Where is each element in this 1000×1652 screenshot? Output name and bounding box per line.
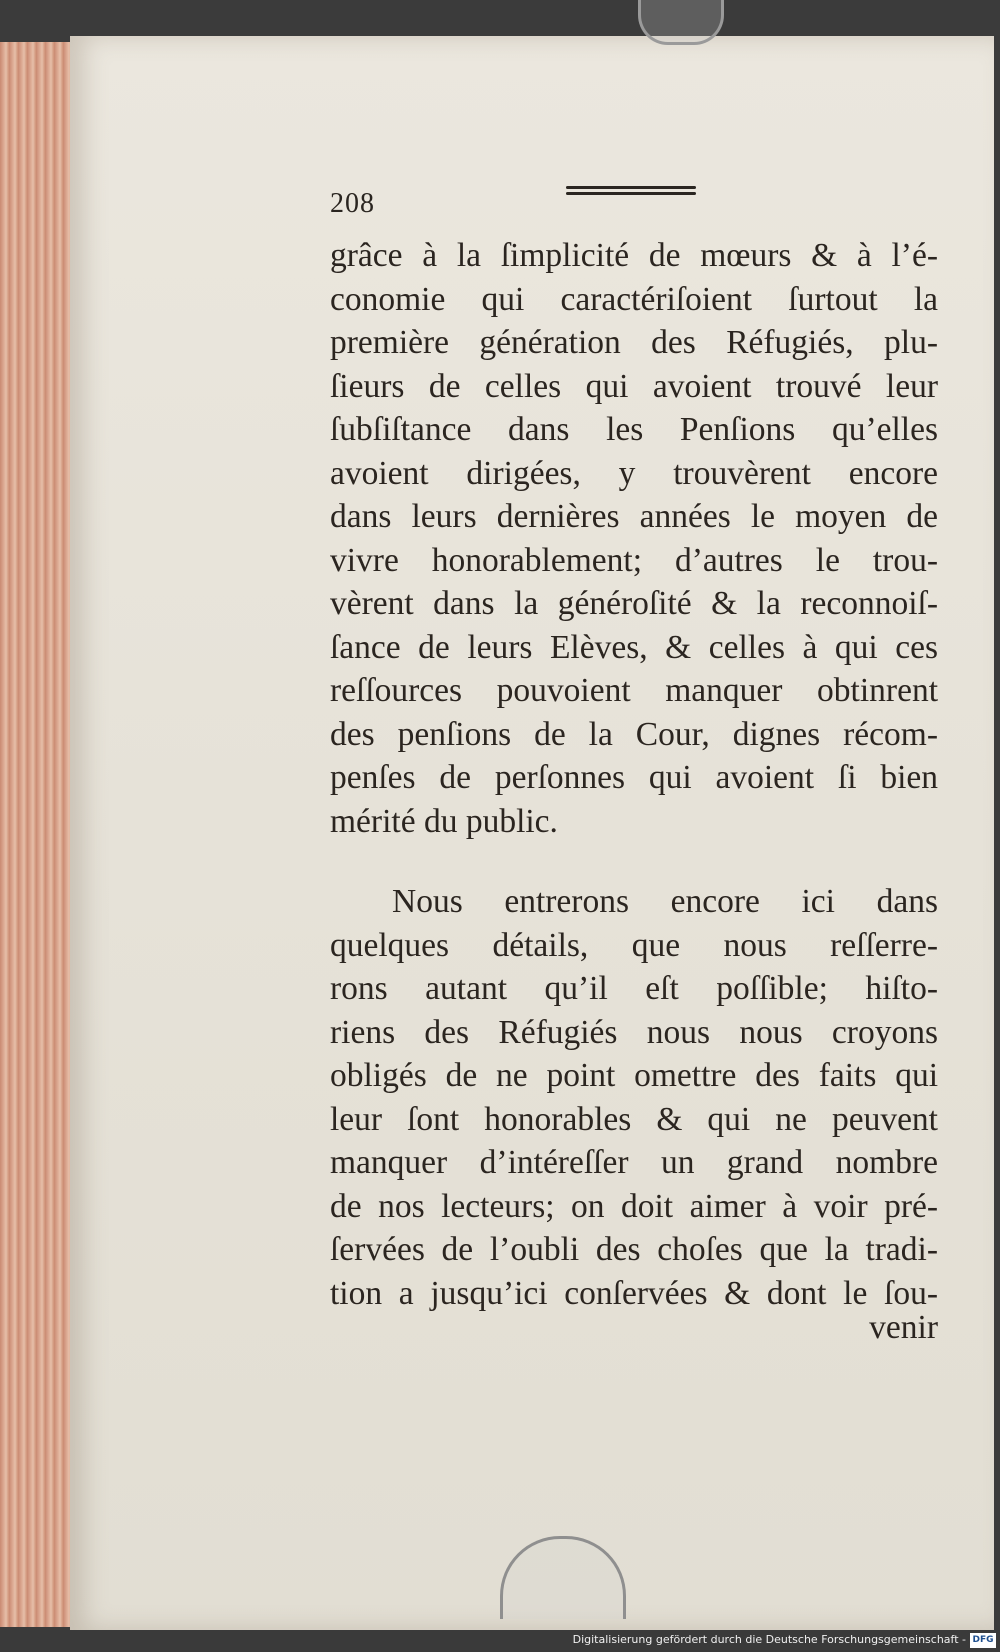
paragraph2-line: de nos lecteurs; on doit aimer à voir pré- [330, 1187, 938, 1225]
paragraph2-line: quelques détails, que nous reſſerre- [330, 926, 938, 964]
paragraph2-line: Nous entrerons encore ici dans [392, 883, 938, 920]
page-clip-top [638, 0, 724, 45]
page-edge-gilt [0, 42, 74, 1627]
paragraph1-line: conomie qui caractériſoient ſurtout la [330, 280, 938, 318]
paragraph1-line: penſes de perſonnes qui avoient ſi bien [330, 759, 938, 796]
paragraph1-line: ſubſiſtance dans les Penſions qu’elles [330, 411, 938, 448]
paragraph1-line: vivre honorablement; d’autres le trou- [330, 541, 938, 579]
paragraph1-line: ſieurs de celles qui avoient trouvé leur [330, 367, 938, 405]
paragraph1-line: mérité du public. [330, 802, 558, 840]
paragraph1-line: grâce à la ſimplicité de mœurs & à l’é- [330, 237, 938, 274]
catchword: venir [869, 1309, 938, 1346]
paragraph1-line: avoient dirigées, y trouvèrent encore [330, 454, 938, 492]
dfg-logo: DFG [970, 1633, 996, 1648]
page-number: 208 [330, 188, 375, 219]
paragraph2-line: tion a jusqu’ici conſervées & dont le ſou- [330, 1274, 938, 1312]
paragraph2-line: manquer d’intéreſſer un grand nombre [330, 1144, 938, 1181]
paragraph1-line: vèrent dans la généroſité & la reconnoiſ- [330, 585, 938, 622]
paragraph2-line: leur ſont honorables & qui ne peuvent [330, 1100, 938, 1138]
header-rule-ornament [566, 186, 696, 198]
paragraph2-line: obligés de ne point omettre des faits qui [330, 1057, 938, 1094]
paragraph1-line: reſſources pouvoient manquer obtinrent [330, 672, 938, 709]
paragraph1-line: première génération des Réfugiés, plu- [330, 324, 938, 361]
paragraph1-line: ſance de leurs Elèves, & celles à qui ces [330, 628, 938, 666]
paragraph2-line: rons autant qu’il eſt poſſible; hiſto- [330, 970, 938, 1007]
paragraph1-line: dans leurs dernières années le moyen de [330, 498, 938, 535]
digitization-footer [0, 1630, 1000, 1652]
paragraph2-line: ſervées de l’oubli des choſes que la tradi- [330, 1231, 938, 1268]
paragraph2-line: riens des Réfugiés nous nous croyons [330, 1013, 938, 1051]
footer-credit: Digitalisierung gefördert durch die Deutsche Forschungsgemeinschaft - [572, 1633, 966, 1646]
paragraph1-line: des penſions de la Cour, dignes récom- [330, 715, 938, 753]
